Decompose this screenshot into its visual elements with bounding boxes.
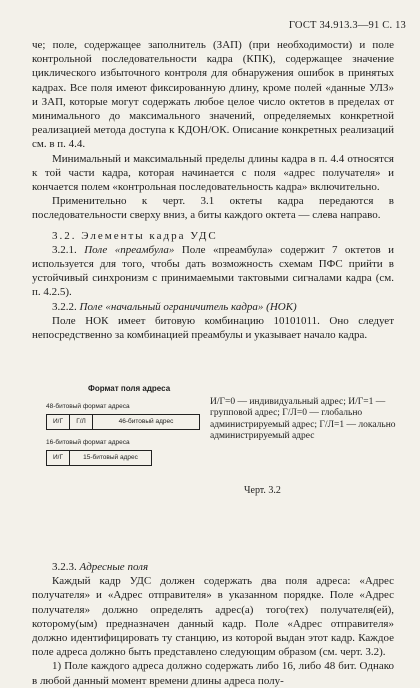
- text-block-bottom: [32, 560, 394, 688]
- paragraph: 1) Поле каждого адреса должно содержать либо 16, либо 48 бит. Однако в любой данный момент времени длины адреса полу-: [32, 660, 394, 687]
- item-title: Поле «начальный ограничитель кадра» (НОК): [79, 300, 297, 313]
- ig-cell: И/Г: [47, 451, 70, 465]
- format-48-label: 48-битовый формат адреса: [46, 403, 130, 410]
- ig-cell: И/Г: [47, 415, 70, 429]
- figure-title: Формат поля адреса: [88, 384, 171, 393]
- item-body: Поле «преамбула» содержит 7 октетов и используется для того, чтобы дать возможность схемам ПФС прийти в устойчивый синхронизм с принимаемыми тактовыми сигналами кадра (см. п. 4.2.5).: [32, 243, 394, 299]
- paragraph: Поле НОК имеет битовую комбинацию 10101011. Оно следует непосредственно за комбинацией преамбулы и указывает начало кадра.: [32, 314, 394, 342]
- addr15-cell: 15-битовый адрес: [83, 454, 138, 461]
- item-number: 3.2.2.: [52, 300, 77, 313]
- address-format-figure: [32, 384, 394, 552]
- item-title: Адресные поля: [79, 561, 149, 573]
- paragraph: Минимальный и максимальный пределы длины кадра в п. 4.4 относятся к той части кадра, которая начинается с поля «адрес получателя» и кончается полем «контрольная последовательность кадра» включительно.: [32, 152, 394, 194]
- item-number: 3.2.3.: [52, 561, 77, 573]
- addr46-cell: 46-битовый адрес: [118, 418, 174, 425]
- figure-legend: И/Г=0 — индивидуальный адрес; И/Г=1 — групповой адрес; Г/Л=0 — глобально администрируемый адрес; Г/Л=1 — локально администрируемый адрес: [210, 397, 396, 442]
- gl-cell: Г/Л: [70, 415, 93, 429]
- section-heading: 3.2. Элементы кадра УДС: [52, 229, 218, 242]
- paragraph: [32, 243, 394, 300]
- paragraph: Каждый кадр УДС должен содержать два поля адреса: «Адрес получателя» и «Адрес отправителя» в указанном порядке. Поле «Адрес получателя» должно определять адрес(а) того(тех) получателя(ей), которому(ым) предназначен данный кадр. Поле «Адрес отправителя» должно идентифицировать ту станцию, из которой выдан этот кадр. Каждое поле адреса должно быть представлено следующим образом (см. черт. 3.2).: [32, 575, 394, 659]
- item-number: 3.2.1.: [52, 243, 77, 256]
- paragraph: [32, 300, 394, 314]
- paragraph: Применительно к черт. 3.1 октеты кадра передаются в последовательности сверху вниз, а биты каждого октета — слева направо.: [32, 195, 394, 222]
- paragraph: че; поле, содержащее заполнитель (ЗАП) (при необходимости) и поле контрольной последовательности кадра (КПК), содержащее значение циклического избыточного контроля для обнаружения ошибок в принятых кадрах. Все поля имеют фиксированную длину, кроме полей «данные УЛЗ» и ЗАП, которые могут содержать любое целое число октетов в пределах от минимального до максимального значений, определяемых конкретной реализацией метода доступа к КДОН/ОК. Описание конкретных реализаций см. в п. 4.4.: [32, 39, 394, 151]
- address-16-box: [46, 450, 152, 466]
- page-header: ГОСТ 34.913.3—91 С. 13: [288, 20, 406, 31]
- item-title: Поле «преамбула»: [84, 243, 175, 256]
- text-block-top: [32, 38, 394, 342]
- figure-caption: Черт. 3.2: [244, 485, 281, 496]
- paragraph: [32, 560, 394, 574]
- format-16-label: 16-битовый формат адреса: [46, 439, 130, 446]
- address-48-box: [46, 414, 200, 430]
